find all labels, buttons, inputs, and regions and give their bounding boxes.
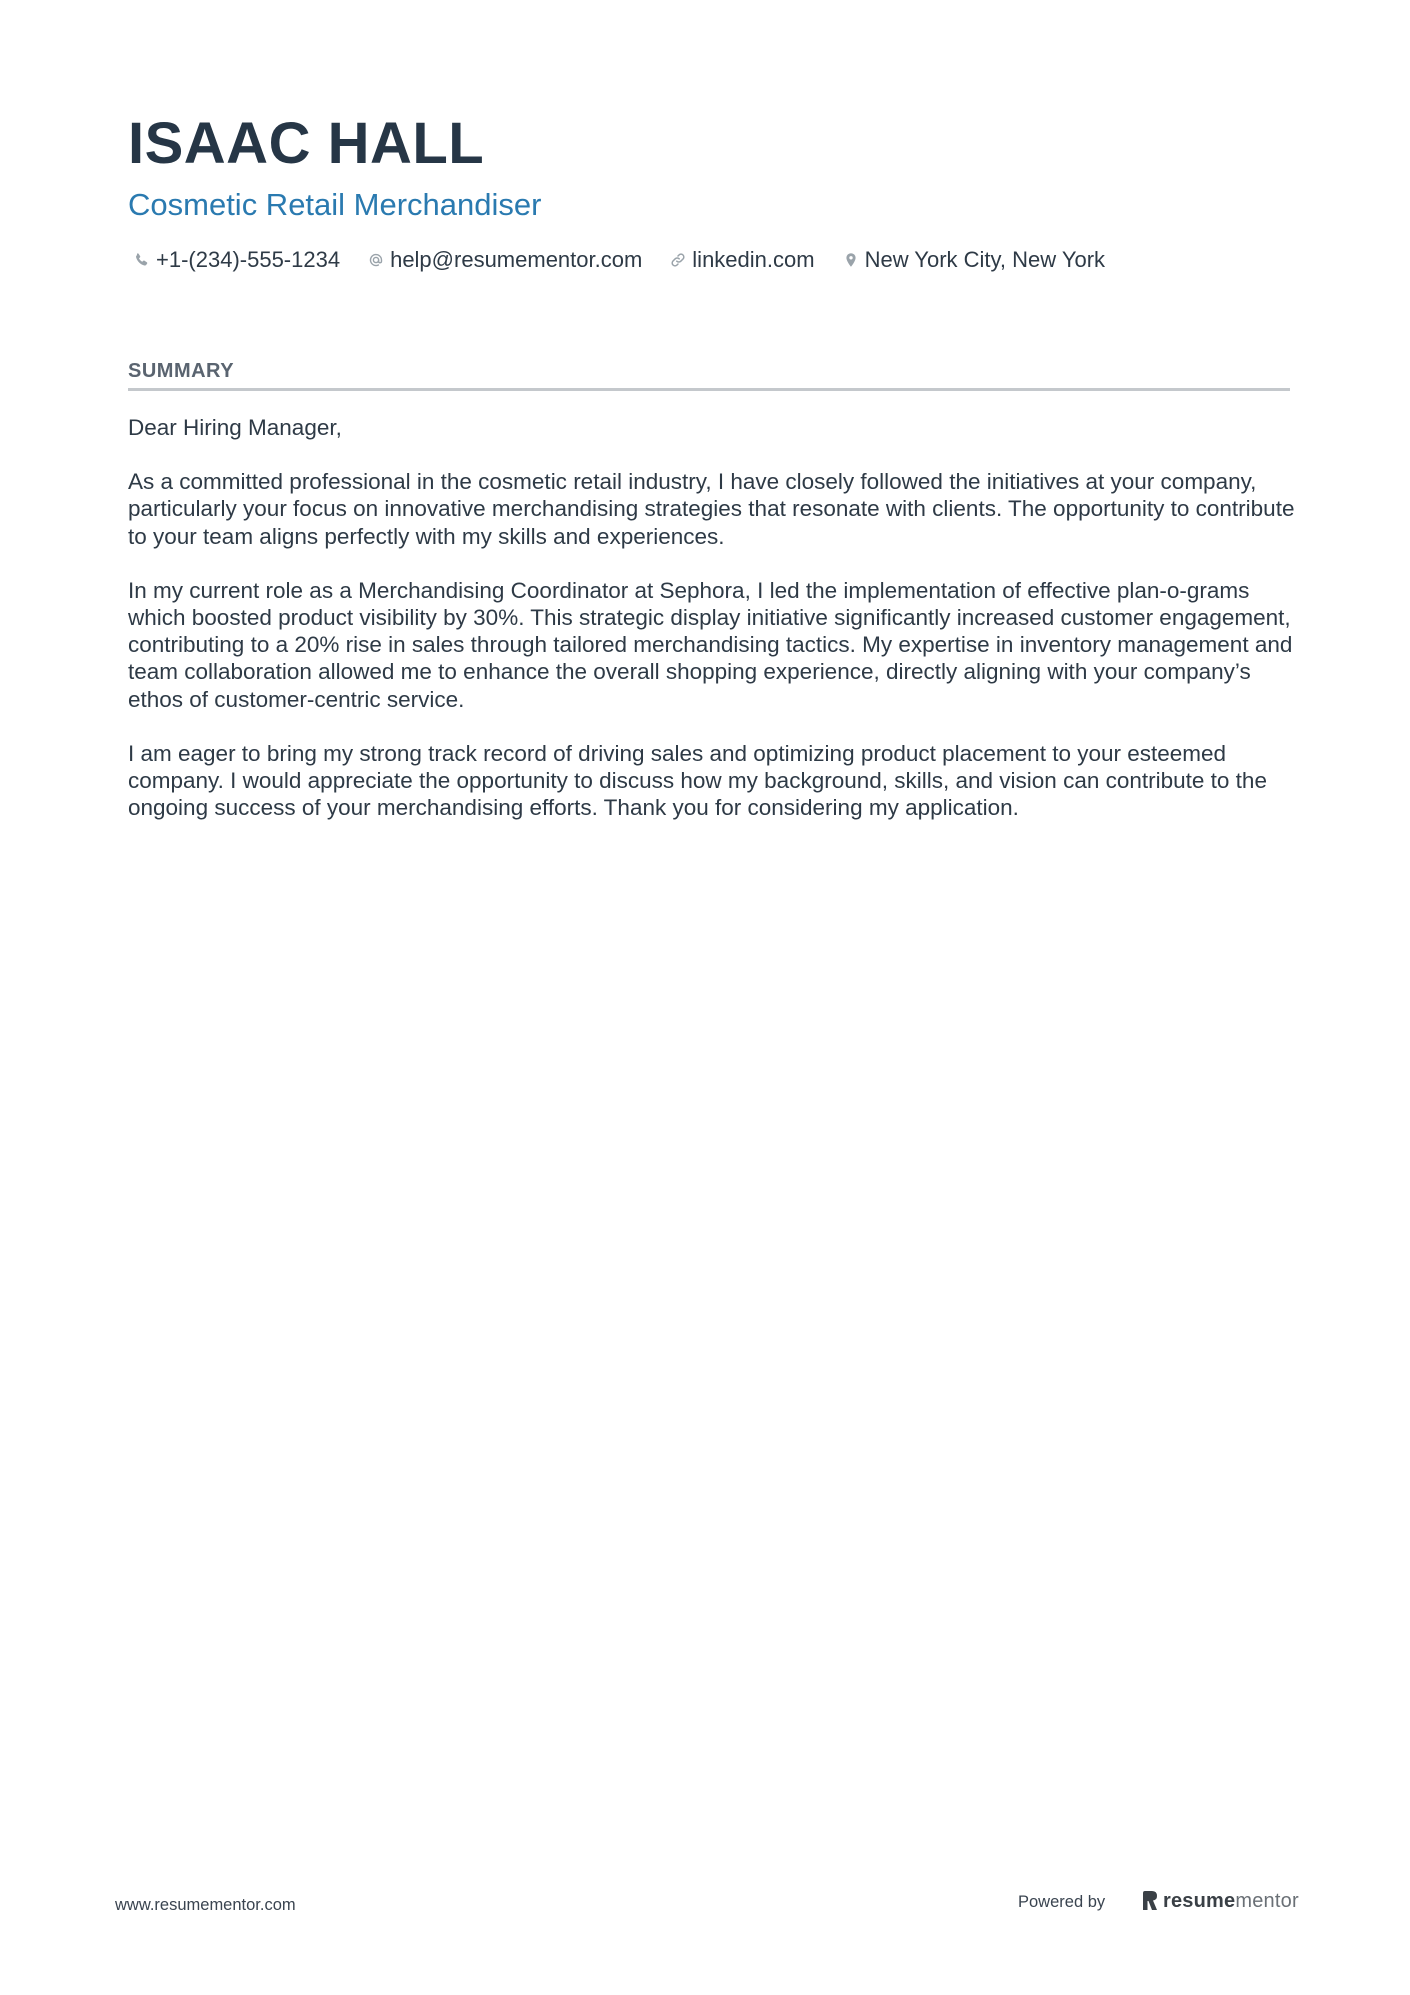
- powered-by-label: Powered by: [1018, 1893, 1106, 1911]
- job-title: Cosmetic Retail Merchandiser: [128, 187, 542, 222]
- letter-body: [128, 414, 1296, 848]
- phone-number: +1-(234)-555-1234: [156, 247, 341, 272]
- location-pin-icon: [841, 250, 861, 270]
- summary-heading: SUMMARY: [128, 358, 1290, 391]
- brand-wordmark: [1163, 1890, 1299, 1913]
- brand-wordmark-bold: resume: [1163, 1889, 1236, 1912]
- at-icon: [366, 250, 386, 270]
- location-text: New York City, New York: [864, 247, 1106, 272]
- email-address: help@resumementor.com: [390, 247, 643, 272]
- phone-icon: [132, 250, 152, 270]
- contact-phone[interactable]: [132, 247, 340, 273]
- paragraph-1: As a committed professional in the cosmetic retail industry, I have closely followed the initiatives at your company, particularly your focus on innovative merchandising strategies that resonate with clients. The opportunity to contribute to your team aligns perfectly with my skills and experiences.: [128, 469, 1295, 549]
- brand-wordmark-light: mentor: [1235, 1889, 1299, 1912]
- contact-bar: [132, 244, 1131, 276]
- greeting: Dear Hiring Manager,: [128, 415, 342, 440]
- paragraph-3: I am eager to bring my strong track record of driving sales and optimizing product placement to your esteemed company. I would appreciate the opportunity to discuss how my background, skills, and vision can contribute to the ongoing success of your merchandising efforts. Thank you for considering my application.: [128, 740, 1267, 821]
- contact-location: [841, 247, 1105, 273]
- contact-email[interactable]: [366, 247, 642, 273]
- candidate-name: ISAAC HALL: [128, 111, 485, 176]
- paragraph-2: In my current role as a Merchandising Coordinator at Sephora, I led the implementation of effective plan-o-grams which boosted product visibility by 30%. This strategic display initiative significantly increased customer engagement, contributing to a 20% rise in sales through tailored merchandising tactics. My expertise in inventory management and team collaboration allowed me to enhance the overall shopping experience, directly aligning with your company’s ethos of customer-centric service.: [128, 577, 1293, 712]
- footer-website-link[interactable]: www.resumementor.com: [115, 1896, 296, 1914]
- linkedin-link: linkedin.com: [692, 247, 815, 272]
- contact-linkedin[interactable]: [668, 247, 814, 273]
- resumementor-logo-icon: [1141, 1890, 1159, 1912]
- link-icon: [668, 250, 688, 270]
- brand-logo[interactable]: [1141, 1885, 1299, 1917]
